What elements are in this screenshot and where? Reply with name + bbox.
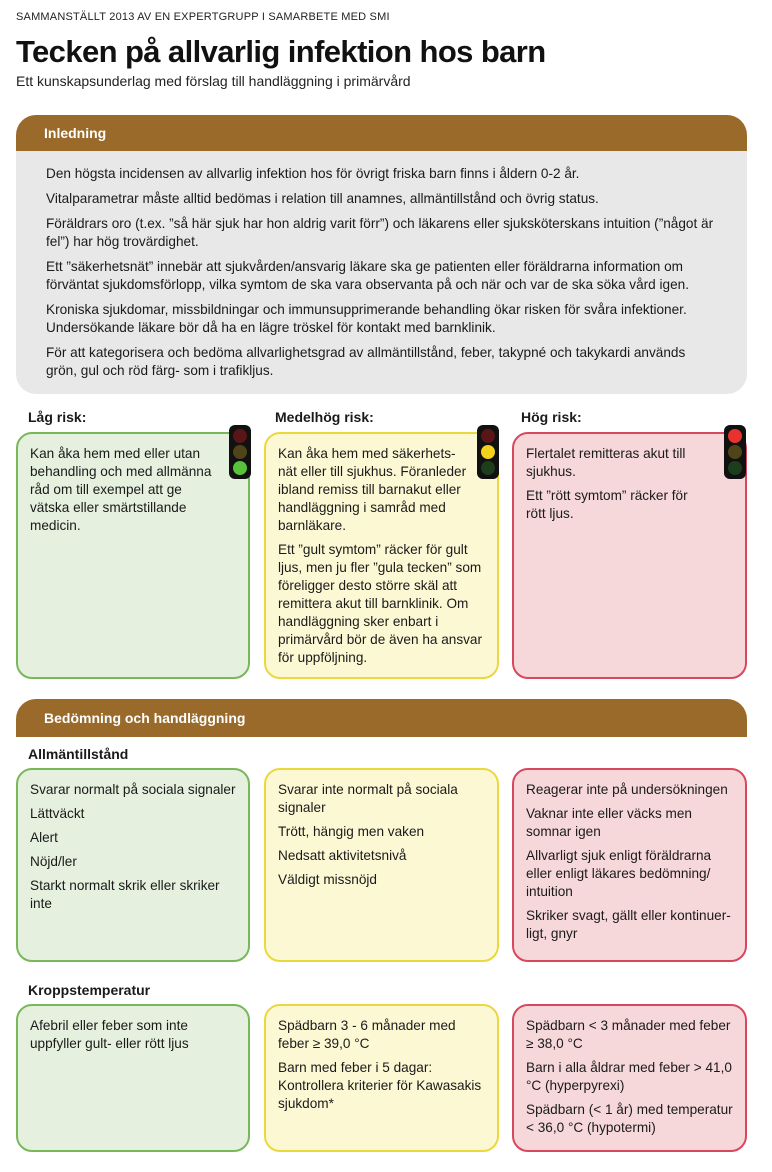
general-red-item: Skriker svagt, gällt eller kontinuerligt, gnyr: [526, 908, 731, 941]
general-yellow-item: Nedsatt aktivitetsnivå: [278, 848, 407, 863]
temperature-yellow-item: Barn med feber i 5 dagar: Kontrollera kriterier för Kawasakis sjukdom*: [278, 1060, 482, 1111]
temperature-green-card: [16, 1004, 250, 1152]
low-risk-text: Kan åka hem med eller utan behandling och med allmänna råd om till exempel att ge vätska eller smärtstillande medicin.: [30, 446, 212, 533]
temperature-yellow-card: [264, 1004, 499, 1152]
general-red-item: Allvarligt sjuk enligt föräldrarna eller enligt läkares bedömning/ intuition: [526, 848, 712, 899]
temperature-label: Kroppstemperatur: [28, 982, 151, 998]
assessment-heading-bar: [16, 699, 747, 737]
traffic-light-red-icon: [724, 425, 746, 479]
intro-heading-bar: [16, 115, 747, 151]
temperature-red-item: Spädbarn < 3 månader med feber ≥ 38,0 °C: [526, 1018, 731, 1051]
intro-paragraph: Kroniska sjukdomar, missbildningar och immunsupprimerande behandling ökar risken för svåra infektioner. Undersökande läkare bör då ha en lägre tröskel för kontakt med barnklinik.: [46, 302, 687, 335]
low-risk-label: Låg risk:: [28, 409, 87, 425]
general-green-item: Alert: [30, 830, 58, 845]
page-title: Tecken på allvarlig infektion hos barn: [16, 34, 546, 69]
general-green-item: Nöjd/ler: [30, 854, 77, 869]
general-yellow-item: Väldigt missnöjd: [278, 872, 377, 887]
intro-box: [16, 151, 747, 394]
top-line: SAMMANSTÄLLT 2013 AV EN EXPERTGRUPP I SAMARBETE MED SMI: [16, 11, 390, 23]
general-yellow-item: Trött, hängig men vaken: [278, 824, 425, 839]
assessment-heading: Bedömning och handläggning: [44, 710, 246, 726]
high-risk-text: Flertalet remitteras akut till sjukhus.: [526, 446, 686, 479]
traffic-light-yellow-icon: [477, 425, 499, 479]
general-red-card: [512, 768, 747, 962]
general-green-item: Lättväckt: [30, 806, 85, 821]
intro-paragraph: Ett ”säkerhetsnät” innebär att sjukvården/ansvarig läkare ska ge patienten eller föräldrarna information om förväntat sjukdomsförlopp, vilka symtom de ska vara observanta på och när och var de ska söka vård igen.: [46, 259, 690, 292]
temperature-red-item: Spädbarn (< 1 år) med temperatur < 36,0 °C (hypotermi): [526, 1102, 733, 1135]
general-green-item: Svarar normalt på sociala signaler: [30, 782, 236, 797]
page-subtitle: Ett kunskapsunderlag med förslag till handläggning i primärvård: [16, 73, 411, 89]
intro-heading: Inledning: [44, 125, 107, 141]
high-risk-card: [512, 432, 747, 679]
low-risk-card: [16, 432, 250, 679]
medium-risk-text: Kan åka hem med säkerhetsnät eller till sjukhus. Föranleder ibland remiss till barnakut eller handläggning i samråd med barnläkare.: [278, 446, 467, 533]
temperature-red-card: [512, 1004, 747, 1152]
general-green-item: Starkt normalt skrik eller skriker inte: [30, 878, 220, 911]
temperature-red-item: Barn i alla åldrar med feber > 41,0 °C (hyperpyrexi): [526, 1060, 732, 1093]
intro-paragraph: Föräldrars oro (t.ex. ”så här sjuk har hon aldrig varit förr”) och läkarens eller sjuksköterskans intuition (”något är fel”) har hög trovärdighet.: [46, 216, 714, 249]
medium-risk-card: [264, 432, 499, 679]
traffic-light-green-icon: [229, 425, 251, 479]
general-red-item: Vaknar inte eller väcks men somnar igen: [526, 806, 692, 839]
intro-paragraph: Den högsta incidensen av allvarlig infektion hos för övrigt friska barn finns i åldern 0-2 år.: [46, 166, 580, 181]
medium-risk-text: Ett ”gult symtom” räcker för gult ljus, men ju fler ”gula tecken” som föreligger desto större skäl att remittera akut till barnklinik. Om handläggning sker enbart i primärvård bör de även ha ansvar för uppföljning.: [278, 542, 483, 665]
temperature-yellow-item: Spädbarn 3 - 6 månader med feber ≥ 39,0 °C: [278, 1018, 456, 1051]
intro-paragraph: För att kategorisera och bedöma allvarlighetsgrad av allmäntillstånd, feber, takypné och takykardi används grön, gul och röd färg- som i trafikljus.: [46, 345, 686, 378]
general-red-item: Reagerar inte på undersökningen: [526, 782, 728, 797]
general-green-card: [16, 768, 250, 962]
temperature-green-item: Afebril eller feber som inte uppfyller gult- eller rött ljus: [30, 1018, 189, 1051]
medium-risk-label: Medelhög risk:: [275, 409, 374, 425]
general-condition-label: Allmäntillstånd: [28, 746, 129, 762]
general-yellow-card: [264, 768, 499, 962]
intro-paragraph: Vitalparametrar måste alltid bedömas i relation till anamnes, allmäntillstånd och övrig status.: [46, 191, 599, 206]
high-risk-label: Hög risk:: [521, 409, 582, 425]
general-yellow-item: Svarar inte normalt på sociala signaler: [278, 782, 458, 815]
high-risk-text: Ett ”rött symtom” räcker för rött ljus.: [526, 488, 688, 521]
